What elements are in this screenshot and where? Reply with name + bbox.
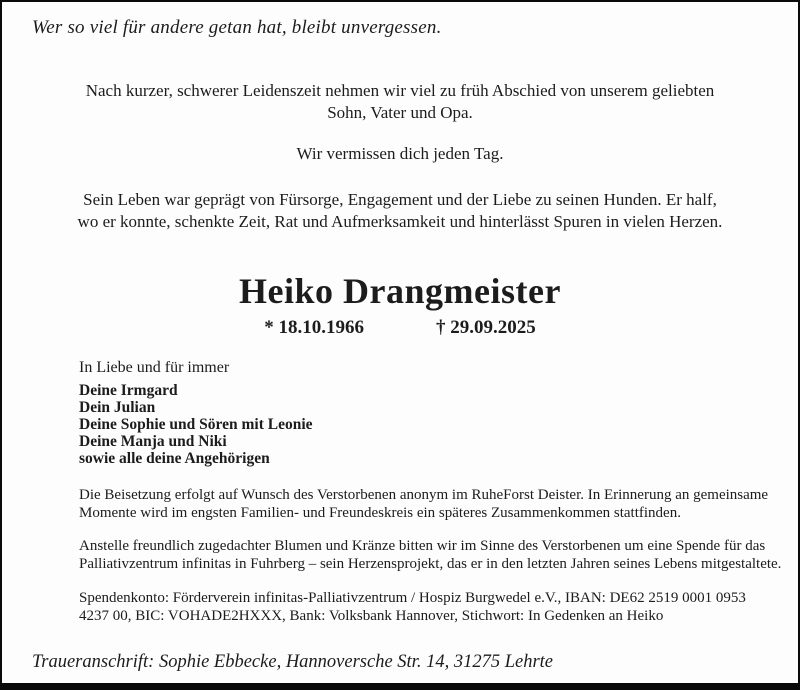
- account-line-2: 4237 00, BIC: VOHADE2HXXX, Bank: Volksbank Hannover, Stichwort: In Gedenken an Heiko: [79, 607, 664, 624]
- mourner-name: Dein Julian: [79, 399, 156, 416]
- intro-paragraph: [2, 80, 798, 124]
- life-paragraph: [2, 189, 798, 233]
- birth-date: * 18.10.1966: [264, 317, 364, 338]
- intro-line-1: Nach kurzer, schwerer Leidenszeit nehmen wir viel zu früh Abschied von unserem geliebten: [85, 81, 715, 100]
- death-date: † 29.09.2025: [436, 317, 536, 338]
- donation-account-paragraph: [79, 590, 746, 625]
- life-line-1: Sein Leben war geprägt von Fürsorge, Engagement und der Liebe zu seinen Hunden. Er half,: [83, 190, 717, 209]
- burial-line-1: Die Beisetzung erfolgt auf Wunsch des Verstorbenen anonym im RuheForst Deister. In Erinnerung an gemeinsame: [79, 487, 769, 503]
- mourner-name: Deine Sophie und Sören mit Leonie: [79, 416, 313, 433]
- mourner-name: Deine Irmgard: [79, 382, 178, 399]
- deceased-name: Heiko Drangmeister: [239, 271, 561, 311]
- life-line-2: wo er konnte, schenkte Zeit, Rat und Aufmerksamkeit und hinterlässt Spuren in vielen Herzen.: [77, 212, 723, 231]
- mourning-address: Traueranschrift: Sophie Ebbecke, Hannoversche Str. 14, 31275 Lehrte: [32, 652, 554, 672]
- donation-line-2: Palliativzentrum infinitas in Fuhrberg – sein Herzensprojekt, das er in den letzten Jahren seines Lebens mitgestaltete.: [79, 555, 782, 572]
- donation-line-1: Anstelle freundlich zugedachter Blumen und Kränze bitten wir im Sinne des Verstorbenen um eine Spende für das: [79, 538, 766, 554]
- mourners-list: [79, 382, 313, 467]
- mourner-name: sowie alle deine Angehörigen: [79, 450, 270, 467]
- missing-line: Wir vermissen dich jeden Tag.: [296, 144, 504, 163]
- burial-line-2: Momente wird im engsten Familien- und Freundeskreis ein späteres Zusammenkommen stattfinden.: [79, 504, 681, 521]
- mourners-lead: In Liebe und für immer: [79, 359, 230, 376]
- life-dates: [2, 317, 798, 339]
- account-line-1: Spendenkonto: Förderverein infinitas-Palliativzentrum / Hospiz Burgwedel e.V., IBAN: DE62 2519 0001 0953: [79, 590, 746, 606]
- donation-paragraph: [79, 538, 781, 573]
- mourner-name: Deine Manja und Niki: [79, 433, 227, 450]
- intro-line-2: Sohn, Vater und Opa.: [327, 103, 473, 122]
- memorial-quote: Wer so viel für andere getan hat, bleibt unvergessen.: [32, 17, 442, 38]
- burial-paragraph: [79, 487, 768, 522]
